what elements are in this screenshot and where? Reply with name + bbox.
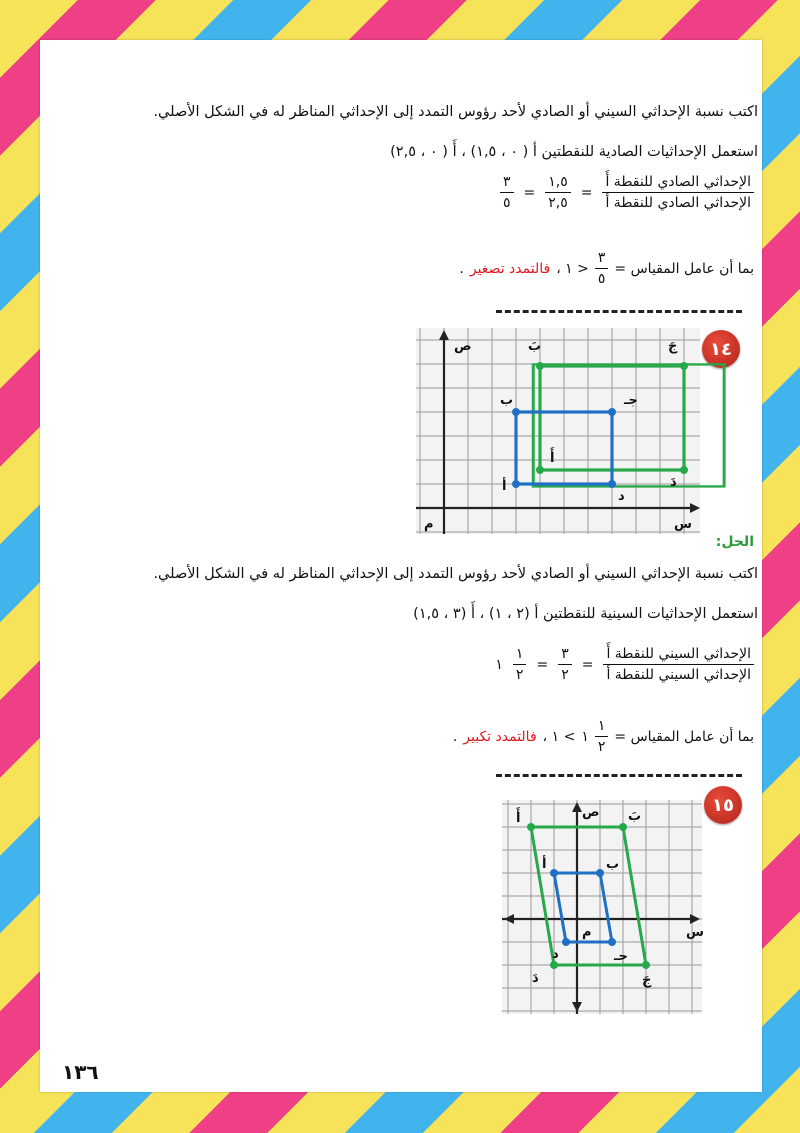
label-a: أ (542, 857, 547, 872)
label-b-prime: بَ (528, 339, 542, 354)
mixed-fraction-part (513, 646, 527, 683)
fraction-numerator: ٣ (558, 646, 572, 665)
fraction-denominator: ٢,٥ (548, 195, 568, 211)
fraction-numerator: ١ (513, 646, 527, 665)
label-origin: م (582, 925, 592, 940)
fraction-1 (545, 174, 571, 211)
conclusion-line-1 (459, 250, 754, 287)
mixed-whole-number: ١ (495, 656, 503, 673)
fraction-denominator: ٢ (597, 739, 606, 755)
page (40, 40, 762, 1092)
instruction-text-2: اكتب نسبة الإحداثي السيني أو الصادي لأحد رؤوس التمدد إلى الإحداثي المناظر له في الشكل الأصلي. (153, 566, 758, 582)
scale-factor-fraction (595, 250, 609, 287)
conclusion-prefix: بما أن عامل المقياس = (614, 260, 754, 277)
label-a: أ (502, 479, 507, 494)
fraction-3 (558, 646, 572, 683)
ratio-equation-1 (500, 174, 754, 211)
comparison-text: < ١ ، (556, 260, 589, 277)
conclusion-result: فالتمدد تصغير (469, 260, 551, 277)
label-origin: م (424, 517, 434, 532)
ratio-equation-2 (495, 646, 754, 683)
problem-number-badge-14: ١٤ (702, 330, 740, 368)
label-d-prime: دَ (532, 971, 539, 986)
comparison-text: > ١ ، (542, 728, 576, 745)
fraction-numerator: ١ (595, 718, 609, 737)
label-b-prime: بَ (628, 809, 642, 824)
problem-number-badge-15: ١٥ (704, 786, 742, 824)
label-x-axis: س (686, 925, 704, 940)
ratio-numerator-label: الإحداثي السيني للنقطة أَ (603, 646, 754, 665)
label-j: جـ (614, 949, 628, 964)
fraction-denominator: ٢ (561, 667, 569, 683)
section-divider (496, 774, 742, 777)
conclusion-result: فالتمدد تكبير (463, 728, 537, 745)
ratio-numerator-label: الإحداثي الصادي للنقطة أَ (602, 174, 754, 193)
fraction-2 (500, 174, 514, 211)
label-j-prime: جَ (668, 339, 678, 354)
label-a-prime: أَ (550, 451, 555, 466)
ratio-denominator-label: الإحداثي السيني للنقطة أ (606, 667, 751, 683)
dilation-graph-15 (502, 800, 702, 1014)
page-number: ١٣٦ (62, 1060, 99, 1084)
equals-sign: = (581, 656, 594, 673)
scale-factor-fraction (595, 718, 609, 755)
label-a-prime: أَ (516, 811, 521, 826)
equals-sign: = (523, 184, 536, 201)
label-x-axis: س (674, 517, 692, 532)
label-d-prime: دَ (670, 475, 677, 490)
use-points-text-1: استعمل الإحداثيات الصادية للنقطتين أ ( ٠ ، ١,٥) ، أَ ( ٠ ، ٢,٥) (390, 144, 758, 160)
label-b: ب (606, 857, 620, 872)
equals-sign: = (536, 656, 549, 673)
label-b: ب (500, 393, 514, 408)
solution-label: الحل: (715, 534, 754, 550)
section-divider (496, 310, 742, 313)
fraction-denominator: ٥ (597, 271, 606, 287)
scale-factor-whole: ١ (581, 728, 589, 745)
conclusion-line-2 (453, 718, 754, 755)
period: . (459, 260, 464, 277)
fraction-denominator: ٥ (502, 195, 511, 211)
label-j-prime: جَ (642, 973, 652, 988)
ratio-label-fraction-2 (603, 646, 754, 683)
label-j: جـ (624, 393, 638, 408)
ratio-label-fraction-1 (602, 174, 754, 211)
label-y-axis: ص (454, 339, 472, 354)
label-d: د (552, 947, 559, 962)
instruction-text-1: اكتب نسبة الإحداثي السيني أو الصادي لأحد رؤوس التمدد إلى الإحداثي المناظر له في الشكل الأصلي. (153, 104, 758, 120)
label-d: د (618, 489, 625, 504)
fraction-numerator: ٣ (595, 250, 609, 269)
ratio-denominator-label: الإحداثي الصادي للنقطة أ (605, 195, 751, 211)
fraction-numerator: ٣ (500, 174, 514, 193)
fraction-numerator: ١,٥ (545, 174, 571, 193)
fraction-denominator: ٢ (515, 667, 524, 683)
equals-sign: = (580, 184, 593, 201)
dilation-graph-14 (416, 328, 700, 534)
use-points-text-2: استعمل الإحداثيات السينية للنقطتين أ (٢ ، ١) ، أَ (٣ ، ١,٥) (413, 606, 758, 622)
conclusion-prefix: بما أن عامل المقياس = (614, 728, 754, 745)
label-y-axis: ص (582, 805, 600, 820)
period: . (452, 728, 458, 745)
